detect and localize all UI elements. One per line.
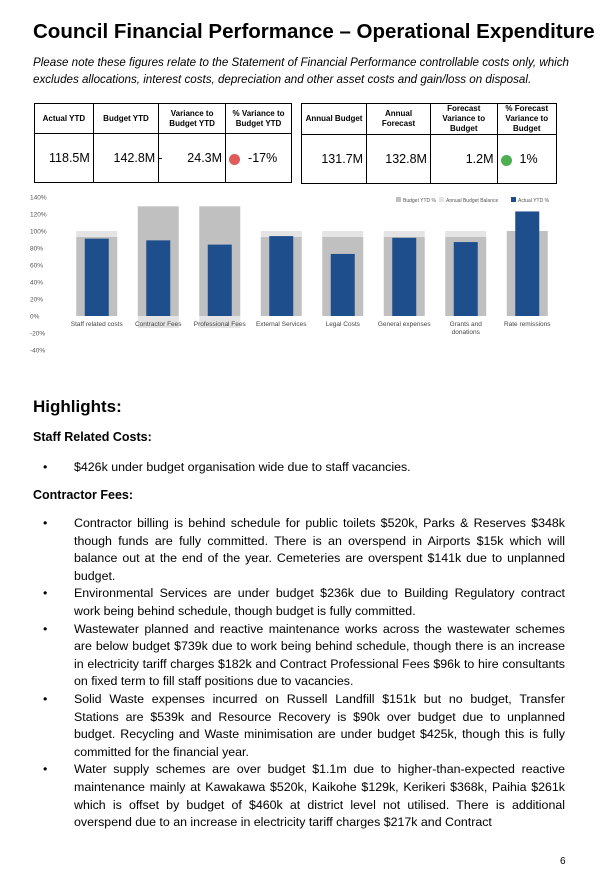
category-label: donations [451,329,480,336]
bullet-icon: • [43,621,48,636]
opex-bar-chart [30,190,560,360]
kpi-header: Forecast Variance to Budget [430,104,497,135]
bullet-icon: • [43,691,48,706]
forecast-variance-value: 1.2M [465,152,494,166]
bullet-icon: • [43,516,48,530]
legend-label: Budget YTD % [403,198,436,204]
actual-ytd-bar [515,211,539,316]
category-label: Grants and [449,321,482,328]
y-tick-label: -20% [30,330,46,338]
bullet-icon: • [43,460,48,474]
kpi-header: Budget YTD [93,104,158,134]
actual-ytd-bar [454,242,478,316]
kpi-header: % Variance to Budget YTD [226,104,292,134]
actual-ytd-bar [392,238,416,316]
category-label: Staff related costs [70,321,123,328]
category-label: Rate remissions [503,321,551,328]
y-tick-label: 100% [30,228,47,236]
annual-budget-value: 131.7M [321,152,364,166]
kpi-header: Actual YTD [35,104,94,134]
legend-swatch [396,197,401,202]
list-item [33,515,565,585]
list-item [33,761,565,831]
list-item [33,459,565,477]
legend-swatch [439,197,444,202]
bullet-text: Water supply schemes are over budget $1.1m due to higher-than-expected reactive maintenance mainly at Kawakawa $520k, Kaikohe $129k, Kerikeri $368k, Paihia $261k which is offset by budget of $460k at district level not utilised. There is additional overspend due to an increase in electricity tariff charges $217k and Contract [74,762,565,830]
actual-ytd-bar [85,239,109,316]
kpi-header: % Forecast Variance to Budget [497,104,556,135]
category-label: General expenses [377,321,431,328]
y-tick-label: 80% [30,245,44,253]
category-label: Legal Costs [325,321,360,328]
pct-forecast-variance-value: 1% [519,152,538,166]
variance-sign: - [158,151,163,165]
annual-budget-balance-bar [384,231,425,237]
kpi-header: Annual Forecast [367,104,431,135]
actual-ytd-value: 118.5M [49,151,90,165]
bullet-list-contractor [33,515,565,832]
list-item [33,585,565,620]
pct-variance-ytd-value: -17% [248,151,278,165]
legend-label: Annual Budget Balance [446,198,499,204]
section-heading-staff: Staff Related Costs: [33,430,152,444]
bullet-text: Wastewater planned and reactive maintenance works across the wastewater schemes are below budget $739k due to work being behind schedule, though there is an increase in electricity tariff charges $182k and Contract Professional Fees $96k to hire consultants on fixed term to fill staff positions due to vacancies. [74,621,565,689]
list-item [33,621,565,691]
category-label: Professional Fees [193,321,246,328]
y-tick-label: 0% [30,313,40,321]
y-tick-label: 140% [30,194,47,202]
kpi-header: Annual Budget [302,104,367,135]
category-label: External Services [255,321,307,328]
y-tick-label: 40% [30,279,44,287]
bullet-icon: • [43,586,48,601]
legend-swatch [511,197,516,202]
actual-ytd-bar [331,254,355,316]
actual-ytd-bar [208,245,232,316]
actual-ytd-bar [146,240,170,316]
annual-budget-balance-bar [76,231,117,237]
bullet-text: $426k under budget organisation wide due to staff vacancies. [74,460,411,474]
kpi-header: Variance to Budget YTD [159,104,226,134]
scope-note: Please note these figures relate to the Statement of Financial Performance controllable costs only, which excludes allocations, interest costs, depreciation and other asset costs and gain/loss on disposal. [33,56,569,86]
y-tick-label: 60% [30,262,44,270]
bullet-text: Environmental Services are under budget $236k due to Building Regulatory contract work being behind schedule, though budget is fully committed. [74,586,565,618]
y-tick-label: 20% [30,296,44,304]
actual-ytd-bar [269,236,293,316]
bullet-list-staff [33,459,565,477]
category-label: Contractor Fees [134,321,182,328]
kpi-table-forecast [301,103,557,184]
budget-ytd-value: 142.8M [113,151,156,165]
annual-budget-balance-bar [322,231,363,237]
bullet-text: Solid Waste expenses incurred on Russell Landfill $151k but no budget, Transfer Stations are $539k and Resource Recovery is $90k over budget due to unplanned budget. Recycling and Waste minimisation are under budget $425k, though this is fully committed for the financial year. [74,691,565,759]
page-title: Council Financial Performance – Operational Expenditure [33,20,595,43]
bullet-text: Contractor billing is behind schedule for public toilets $520k, Parks & Reserves $348k though funds are fully committed. There is an overspend in Airports $15k which will balance out at the end of the year. Cemeteries are overspent $141k due to unplanned budget. [74,516,565,583]
annual-budget-balance-bar [261,231,302,237]
y-tick-label: -40% [30,347,46,355]
y-tick-label: 120% [30,211,47,219]
annual-forecast-value: 132.8M [385,152,427,166]
highlights-heading: Highlights: [33,397,122,416]
kpi-table-ytd [34,103,292,183]
status-green-dot-icon [501,155,512,166]
list-item [33,691,565,761]
section-heading-contractor: Contractor Fees: [33,488,134,502]
annual-budget-balance-bar [445,231,486,237]
status-red-dot-icon [229,154,240,165]
bullet-icon: • [43,762,48,777]
page-number: 6 [560,856,566,867]
variance-ytd-value: 24.3M [187,151,223,165]
legend-label: Actual YTD % [518,198,550,204]
